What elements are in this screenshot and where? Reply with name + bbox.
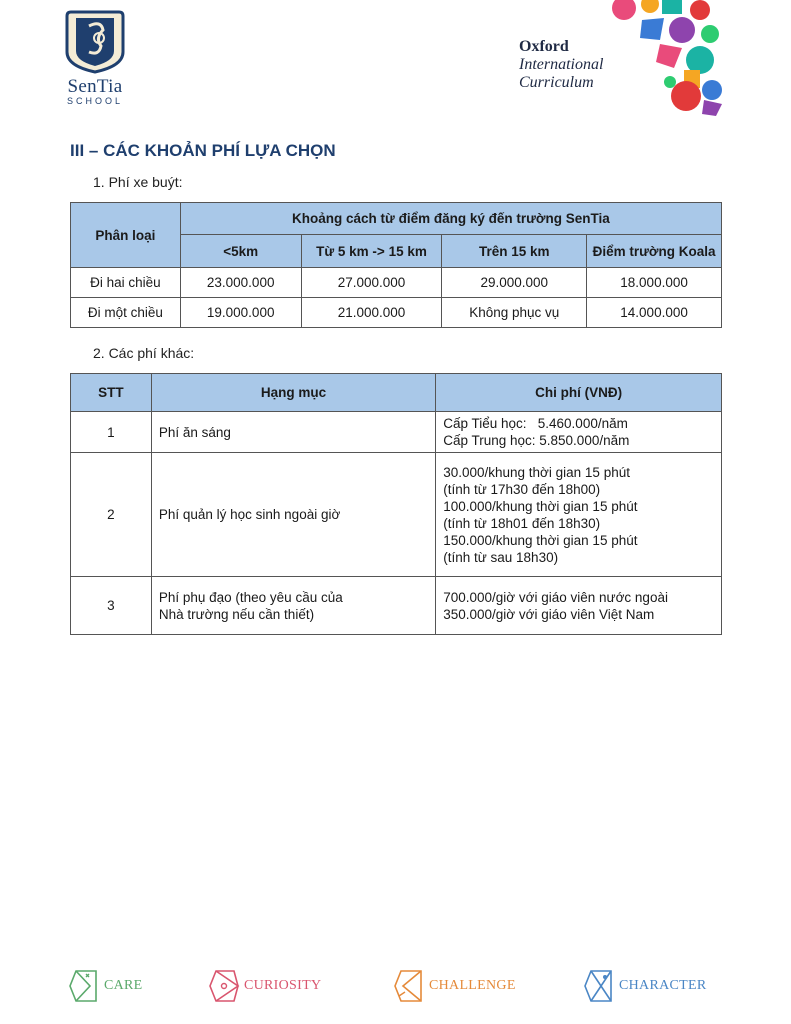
care-icon: [68, 968, 100, 1004]
item-cell: [151, 453, 435, 577]
footer-value-label: CARE: [104, 978, 143, 993]
challenge-icon: [393, 968, 425, 1004]
school-logo: [58, 8, 132, 106]
cost-line: 350.000/giờ với giáo viên Việt Nam: [443, 606, 655, 622]
cost-line: Cấp Trung học: 5.850.000/năm: [443, 433, 630, 448]
footer-value-label: CURIOSITY: [244, 978, 322, 993]
footer-value-challenge: [393, 966, 516, 1006]
cost-line: 100.000/khung thời gian 15 phút: [443, 498, 638, 514]
item-line: Phí phụ đạo (theo yêu cầu của: [158, 589, 343, 605]
table-cell: 29.000.000: [442, 268, 587, 298]
column-header-cost: Chi phí (VNĐ): [436, 374, 722, 412]
item-line: Phí ăn sáng: [158, 424, 231, 440]
footer-value-character: [583, 966, 707, 1006]
curriculum-line: Oxford: [519, 38, 569, 55]
item-line: Nhà trường nếu cần thiết): [158, 606, 315, 622]
column-header-stt: STT: [71, 374, 152, 412]
cost-cell: [436, 577, 722, 635]
row-number: 1: [71, 412, 152, 453]
bus-fees-table: [70, 202, 722, 328]
table-cell: 21.000.000: [301, 298, 442, 328]
curriculum-line: International: [519, 56, 604, 73]
footer-value-curiosity: [208, 966, 321, 1006]
bus-fees-heading: 1. Phí xe buýt:: [93, 174, 183, 190]
cost-line: 150.000/khung thời gian 15 phút: [443, 532, 638, 548]
table-cell: 19.000.000: [180, 298, 301, 328]
table-cell: 23.000.000: [180, 268, 301, 298]
table-cell: Không phục vụ: [442, 298, 587, 328]
item-cell: [151, 577, 435, 635]
table-cell: 27.000.000: [301, 268, 442, 298]
item-line: Phí quản lý học sinh ngoài giờ: [158, 507, 341, 522]
table-row: [71, 268, 722, 298]
column-header: Trên 15 km: [442, 235, 587, 268]
row-number: 3: [71, 577, 152, 635]
cost-line: (tính từ 18h01 đến 18h30): [443, 515, 601, 531]
curiosity-icon: [208, 968, 240, 1004]
footer-values: [0, 966, 791, 1006]
school-subtitle: SCHOOL: [66, 96, 123, 106]
table-cell: 14.000.000: [587, 298, 722, 328]
footer-value-label: CHARACTER: [619, 978, 707, 993]
table-row: [71, 412, 722, 453]
column-header: <5km: [180, 235, 301, 268]
cost-cell: [436, 453, 722, 577]
row-label: Đi một chiều: [71, 298, 181, 328]
cost-line: (tính từ sau 18h30): [443, 549, 559, 565]
cost-line: Cấp Tiểu học: 5.460.000/năm: [443, 416, 628, 431]
table-row: [71, 577, 722, 635]
cost-line: 700.000/giờ với giáo viên nước ngoài: [443, 589, 668, 605]
other-fees-table: [70, 373, 722, 635]
curriculum-line: Curriculum: [519, 74, 594, 91]
other-fees-heading: 2. Các phí khác:: [93, 345, 195, 361]
decorative-mosaic-icon: [612, 0, 722, 116]
footer-value-care: [68, 966, 143, 1006]
column-header-category: Phân loại: [71, 203, 181, 268]
cost-line: (tính từ 17h30 đến 18h00): [443, 481, 601, 497]
table-row: [71, 453, 722, 577]
character-icon: [583, 968, 615, 1004]
table-row: [71, 298, 722, 328]
school-crest-icon: [65, 8, 125, 74]
cost-cell: [436, 412, 722, 453]
column-header: Từ 5 km -> 15 km: [301, 235, 442, 268]
section-title: III – CÁC KHOẢN PHÍ LỰA CHỌN: [70, 141, 336, 160]
row-number: 2: [71, 453, 152, 577]
row-label: Đi hai chiều: [71, 268, 181, 298]
table-cell: 18.000.000: [587, 268, 722, 298]
column-group-header: Khoảng cách từ điểm đăng ký đến trường SenTia: [180, 203, 721, 235]
footer-value-label: CHALLENGE: [429, 978, 516, 993]
cost-line: 30.000/khung thời gian 15 phút: [443, 464, 630, 480]
school-name: SenTia: [67, 76, 123, 97]
column-header-item: Hạng mục: [151, 374, 435, 412]
column-header: Điểm trường Koala: [587, 235, 722, 268]
item-cell: [151, 412, 435, 453]
curriculum-logo: [519, 38, 603, 92]
